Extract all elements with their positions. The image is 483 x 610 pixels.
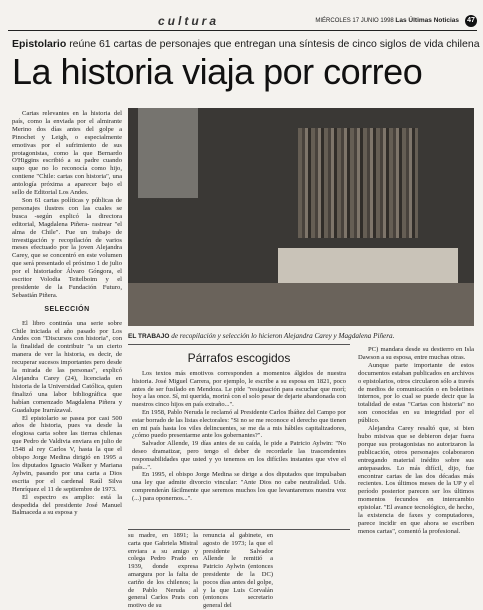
- article-bottom-column-1: [128, 532, 198, 610]
- paragraph: En 1958, Pablo Neruda le reclamó al Presidente Carlos Ibáñez del Campo por estar borrado de las listas electorales: "Si no se me reconoce el derecho que tienen en mi país hasta los viles delincuentes, se me da a mis hábiles capitalizadores, ¿cómo puedo presentarme ante los gobernantes?".: [132, 408, 346, 440]
- article-column-1: [12, 110, 122, 588]
- photo-caption: [128, 332, 474, 340]
- caption-text: de recopilación y selección lo hicieron Alejandra Carey y Magdalena Piñera.: [171, 332, 395, 340]
- sidebar-box: [128, 344, 350, 530]
- photo-bookshelf-lower: [278, 248, 458, 288]
- sidebar-body: [128, 370, 350, 503]
- paragraph: Cartas relevantes en la historia del país, como la enviada por el almirante Merino dos días antes del golpe a Pinochet y Leigh, o especialmente emotivas por el sufrimiento de sus protagonistas, como la que Bernardo O'Higgins escribió a su padre cuando supo que no lo reconocía como hijo, contiene "Chile: cartas con historia", una antología próxima a aparecer bajo el sello de Editorial Los Andes.: [12, 110, 122, 197]
- paragraph: renuncia al gabinete, en agosto de 1973; la que el presidente Salvador Allende le remitió a Patricio Aylwin (entonces presidente de la DC) pocos días antes del golpe, y la que Luis Corvalán (entonces secretario general del: [203, 532, 273, 610]
- section-subhead: SELECCIÓN: [44, 305, 90, 313]
- sidebar-title: Párrafos escogidos: [187, 351, 291, 365]
- headline: La historia viaja por correo: [12, 51, 423, 92]
- kicker: [12, 38, 480, 50]
- kicker-label: Epistolario: [12, 38, 67, 50]
- paragraph: Los textos más emotivos corresponden a momentos álgidos de nuestra historia. José Miguel Carrera, por ejemplo, le escribe a su esposa en 1821, poco antes de ser fusilado en Mendoza. Le pide "resignación para escuchar que morí; hoy a las once. Sí, mi querida, morirá con el solo pesar de dejarte abandonada con nuestros cinco hijos en país extraño...".: [132, 370, 346, 409]
- article-photo: [128, 108, 474, 326]
- photo-table: [128, 283, 474, 326]
- issue-date: MIÉRCOLES 17 JUNIO 1998: [315, 18, 394, 24]
- photo-bookshelf: [298, 128, 418, 238]
- paragraph: El espectro es amplio: está la despedida del presidente José Manuel Balmaceda a su esposa y: [12, 493, 122, 517]
- paragraph: PC) mandara desde su destierro en Isla Dawson a su esposa, entre muchas otras.: [358, 346, 474, 361]
- page-header: [8, 14, 477, 31]
- paragraph: El libro continúa una serie sobre Chile iniciada el año pasado por Los Andes con "Discursos con historia", con la finalidad de contribuir "a un cierto manera de ver la historia, es decir, de recuperar sucesos importantes pero desde la mirada de las personas", explicó Alejandra Carey (24), licenciada en historia de la Universidad Católica, quien finalizó una labor bibliográfica que habían comenzado Magdalena Piñera y Guadalupe Irarrázaval.: [12, 319, 122, 414]
- caption-label: EL TRABAJO: [128, 333, 170, 340]
- paragraph: El epistolario se pasea por casi 500 años de historia, pues va desde la elogiosa carta sobre las tierras chilenas que Pedro de Valdivia enviara en julio de 1548 al rey Carlos V, hasta la que el obispo Jorge Medina dirigió en 1995 a los diputados Ignacio Walker y Mariana Aylwin, pasando por una carta a Dios escrita por el cardenal Raúl Silva Henríquez el 11 de septiembre de 1973.: [12, 414, 122, 493]
- page-number-badge: 47: [465, 15, 477, 27]
- photo-background-light: [138, 108, 198, 198]
- paragraph: Son 61 cartas políticas y públicas de personajes ilustres con las cuales se busca -según explicó la directora editorial, Magdalena Piñera- rastrear "el alma de Chile". Fue un trabajo de investigación y recopilación de varios meses efectuado por la joven Alejandra Carey, que se concentró en este volumen que será presentado el próximo 1 de julio por el historiador Álvaro Góngora, el escritor Volodia Teitelboim y el presidente de la Fundación Futuro, Sebastián Piñera.: [12, 196, 122, 299]
- paragraph: En 1995, el obispo Jorge Medina se dirige a dos diputados que impulsaban una ley que admite divorcio vincular: "Ante Dios no cabe neutralidad. Uds. comprenderán fácilmente que seremos muchos los que levantaremos nuestra voz (...) para oponernos...".: [132, 471, 346, 502]
- kicker-text: reúne 61 cartas de personajes que entregan una síntesis de cinco siglos de vida chilena: [69, 38, 480, 50]
- publication-name: Las Últimas Noticias: [395, 17, 459, 24]
- article-column-3: [358, 346, 474, 588]
- paragraph: Salvador Allende, 19 días antes de su caída, le pide a Patricio Aylwin: "No deseo dramatizar, pero tengo el deber de recordarle las trascendentes responsabilidades que usted y yo tenemos en los difíciles instantes que vive el país...".: [132, 440, 346, 471]
- dateline: [315, 17, 459, 24]
- paragraph: Alejandra Carey resaltó que, si bien hubo misivas que se debieron dejar fuera porque sus protagonistas no autorizaron la publicación, otros personajes colaboraron entregando material inédito sobre sus antepasados. Lo más difícil, dijo, fue encontrar cartas de las dos décadas más recientes. Los últimos meses de la UP y el período posterior parecen ser los últimos momentos fecundos en intercambio epistolar. "El avance tecnológico, de hecho, la existencia de faxes y computadores, parece incidir en que ahora se escriben menos cartas", comentó la profesional.: [358, 425, 474, 535]
- section-name: cultura: [158, 14, 220, 28]
- paragraph: su madre, en 1891; la carta que Gabriela Mistral enviara a su amigo y colega Pedro Prado en 1939, donde expresa amargura por la falta de cariño de los chilenos; la de Pablo Neruda al general Carlos Prats con motivo de su: [128, 532, 198, 610]
- article-bottom-column-2: [203, 532, 273, 610]
- paragraph: Aunque parte importante de estos documentos estaban publicados en archivos o epistolarios, otros circularon sólo a través de medios de comunicación o en boletines internos, por lo cual se puede decir que la totalidad de estas "Cartas con historia" no son conocidas en su integridad por el público.: [358, 361, 474, 425]
